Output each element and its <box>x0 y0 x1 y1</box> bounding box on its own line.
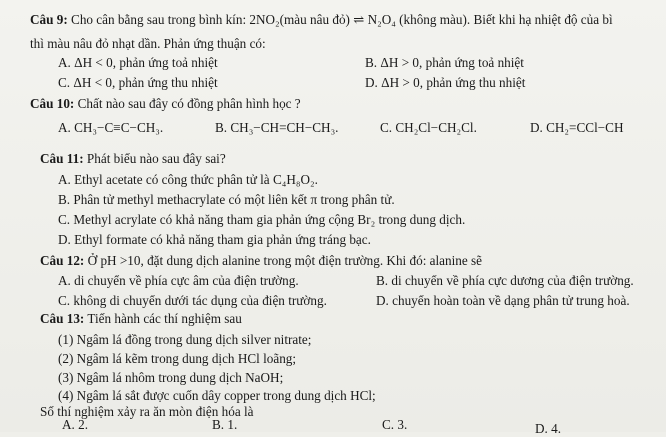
q13-experiment-1: (1) Ngâm lá đồng trong dung dịch silver nitrate; <box>58 332 312 347</box>
question-10-stem: Câu 10: Chất nào sau đây có đồng phân hình học ? <box>30 96 301 111</box>
question-11-stem: Câu 11: Phát biểu nào sau đây sai? <box>40 151 226 166</box>
q12-option-c: C. không di chuyển dưới tác dụng của điện trường. <box>58 293 327 308</box>
q13-question: Số thí nghiệm xảy ra ăn mòn điện hóa là <box>40 404 254 419</box>
q10-option-d: D. CH₂=CCl−CH <box>530 120 624 135</box>
q13-option-d: D. 4. <box>535 421 562 436</box>
q13-experiment-4: (4) Ngâm lá sắt được cuốn dây copper trong dung dịch HCl; <box>58 388 376 403</box>
q11-option-b: B. Phân tử methyl methacrylate có một liên kết π trong phân tử. <box>58 192 395 207</box>
q10-option-b: B. CH₃−CH=CH−CH₃. <box>215 120 339 135</box>
q13-option-b: B. 1. <box>212 417 238 432</box>
q12-option-b: B. di chuyển về phía cực dương của điện trường. <box>376 273 634 288</box>
q10-option-c: C. CH₂Cl−CH₂Cl. <box>380 120 477 135</box>
q13-experiment-3: (3) Ngâm lá nhôm trong dung dịch NaOH; <box>58 370 284 385</box>
question-13-stem: Câu 13: Tiến hành các thí nghiệm sau <box>40 311 242 326</box>
q11-option-d: D. Ethyl formate có khả năng tham gia phản ứng tráng bạc. <box>58 232 371 247</box>
q9-option-c: C. ΔH < 0, phản ứng thu nhiệt <box>58 75 218 90</box>
q13-option-a: A. 2. <box>62 417 89 432</box>
q9-option-a: A. ΔH < 0, phản ứng toả nhiệt <box>58 55 218 70</box>
q12-option-d: D. chuyển hoàn toàn về dạng phân tử trung hoà. <box>376 293 630 308</box>
q11-option-a: A. Ethyl acetate có công thức phân tử là C₄H₈O₂. <box>58 172 318 187</box>
question-9-stem-2: thì màu nâu đỏ nhạt dần. Phản ứng thuận có: <box>30 36 266 51</box>
q12-option-a: A. di chuyển về phía cực âm của điện trường. <box>58 273 299 288</box>
q10-option-a: A. CH₃−C≡C−CH₃. <box>58 120 164 135</box>
q9-option-b: B. ΔH > 0, phản ứng toả nhiệt <box>365 55 524 70</box>
question-12-stem: Câu 12: Ở pH >10, đặt dung dịch alanine trong một điện trường. Khi đó: alanine sẽ <box>40 253 483 268</box>
q13-experiment-2: (2) Ngâm lá kẽm trong dung dịch HCl loãng; <box>58 351 297 366</box>
question-9-label: Câu 9: <box>30 12 68 27</box>
question-9-stem <box>30 13 613 28</box>
q9-option-d: D. ΔH > 0, phản ứng thu nhiệt <box>365 75 526 90</box>
q11-option-c: C. Methyl acrylate có khả năng tham gia phản ứng cộng Br₂ trong dung dịch. <box>58 212 466 227</box>
question-9-text: Cho cân bằng sau trong bình kín: 2NO₂(màu nâu đỏ) ⇌ N₂O₄ (không màu). Biết khi hạ nhiệt độ của bì <box>71 12 613 27</box>
q13-option-c: C. 3. <box>382 417 408 432</box>
